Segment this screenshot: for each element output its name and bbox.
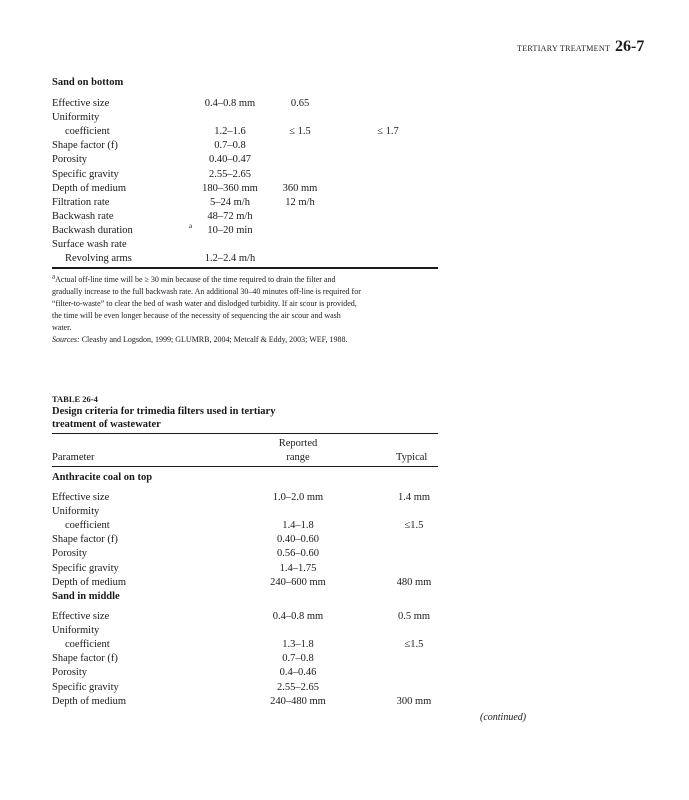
top-row-param: Backwash duration	[52, 224, 133, 236]
table-row-param: coefficient	[65, 520, 110, 532]
table-row-typical: ≤1.5	[404, 639, 424, 651]
top-row-param: Porosity	[52, 154, 88, 166]
top-row-col3: 360 mm	[282, 182, 318, 194]
section-sand-on-bottom: Sand on bottom	[52, 77, 124, 88]
section-anthracite: Anthracite coal on top	[52, 472, 153, 483]
table-row-typical: 480 mm	[396, 576, 432, 588]
table-row-range	[258, 624, 338, 638]
top-row-param: Shape factor (f)	[52, 140, 118, 152]
col-header-parameter: Parameter	[52, 452, 95, 463]
table-label: TABLE 26-4	[52, 394, 98, 404]
top-row-param: Filtration rate	[52, 196, 110, 208]
table-header-rule	[52, 466, 438, 467]
table-row-typical	[376, 533, 452, 547]
section-sand-in-middle: Sand in middle	[52, 591, 120, 602]
table-row-typical: 1.4 mm	[397, 492, 431, 503]
table-row-param: Porosity	[52, 667, 88, 679]
col-header-reported: Reported	[278, 438, 318, 449]
sources	[52, 334, 437, 346]
top-row-col3	[270, 238, 330, 252]
table-row-param: Uniformity	[52, 506, 100, 518]
top-row-col3: 12 m/h	[285, 196, 315, 208]
table-row-range: 0.56–0.60	[277, 548, 319, 560]
top-row-col4	[358, 182, 418, 196]
top-row-col3	[270, 153, 330, 167]
table-row-range: 2.55–2.65	[277, 681, 319, 693]
table-row-typical	[376, 652, 452, 666]
top-row-col4: ≤ 1.7	[377, 126, 399, 138]
table-title: Design criteria for trimedia filters used in tertiary treatment of wastewater	[52, 406, 276, 430]
top-row-col4	[358, 139, 418, 153]
top-row-range	[190, 238, 270, 252]
top-row-param: Surface wash rate	[52, 239, 127, 250]
top-row-range	[190, 111, 270, 125]
top-row-range: 5–24 m/h	[210, 196, 250, 208]
running-title: TERTIARY TREATMENT	[517, 44, 611, 53]
top-row-col4	[358, 111, 418, 125]
top-row-range: 0.40–0.47	[209, 154, 251, 166]
table-row-param: Shape factor (f)	[52, 534, 118, 546]
table-row-typical	[376, 666, 452, 680]
table-row-param: coefficient	[65, 639, 110, 651]
top-row-col4	[358, 153, 418, 167]
table-row-param: Specific gravity	[52, 562, 119, 574]
top-row-col4	[358, 168, 418, 182]
table-row-param: Effective size	[52, 492, 110, 503]
table-rule	[52, 267, 438, 269]
top-row-col3	[270, 111, 330, 125]
top-row-param: Depth of medium	[52, 182, 127, 194]
table-row-range: 0.4–0.8 mm	[272, 611, 324, 622]
footnote-mark: a	[52, 272, 56, 281]
top-row-col4	[358, 97, 418, 111]
table-top-rule	[52, 433, 438, 434]
table-row-param: Porosity	[52, 548, 88, 560]
footnote	[52, 274, 437, 334]
top-row-range: 2.55–2.65	[209, 168, 251, 180]
table-row-range: 240–600 mm	[270, 576, 326, 588]
top-row-col4	[358, 196, 418, 210]
top-row-col4	[358, 210, 418, 224]
top-row-col3	[270, 168, 330, 182]
table-row-range: 240–480 mm	[270, 695, 326, 707]
table-row-param: Depth of medium	[52, 576, 127, 588]
table-row-range: 1.0–2.0 mm	[272, 492, 324, 503]
footnote-line: gradually increase to the full backwash rate. An additional 30–40 minutes off-line is required for	[52, 287, 361, 296]
top-row-param: Backwash rate	[52, 210, 114, 222]
table-row-range	[258, 505, 338, 519]
footnote-line: the time will be even longer because of the necessity of sequencing the air scour and wash	[52, 311, 341, 320]
sources-text: Cleasby and Logsdon, 1999; GLUMRB, 2004; Metcalf & Eddy, 2003; WEF, 1988.	[81, 335, 348, 344]
footnote-line: “filter-to-waste” to clear the bed of wash water and dislodged turbidity. If air scour is provided,	[52, 299, 357, 308]
top-row-range: 180–360 mm	[202, 182, 258, 194]
table-row-typical	[376, 681, 452, 695]
table-row-range: 1.4–1.75	[279, 562, 317, 574]
top-row-range: 0.7–0.8	[214, 140, 246, 152]
footnote-line: Actual off-line time will be ≥ 30 min because of the time required to drain the filter and	[55, 275, 336, 284]
top-row-col3	[270, 210, 330, 224]
top-row-col4	[358, 238, 418, 252]
top-row-col3: ≤ 1.5	[289, 126, 311, 138]
table-row-range: 0.40–0.60	[277, 534, 319, 546]
page-number: 26-7	[615, 38, 645, 55]
sources-label: Sources:	[52, 335, 80, 344]
table-row-range: 0.7–0.8	[282, 653, 314, 665]
table-row-typical: 0.5 mm	[397, 611, 431, 622]
top-row-param: Effective size	[52, 98, 110, 109]
table-row-param: Specific gravity	[52, 681, 119, 693]
table-row-param: Uniformity	[52, 625, 100, 637]
top-row-col4	[358, 224, 418, 238]
top-row-range: 0.4–0.8 mm	[204, 98, 256, 109]
top-row-col3: 0.65	[290, 98, 310, 109]
col-header-typical: Typical	[396, 452, 428, 463]
top-row-range: 48–72 m/h	[207, 210, 253, 222]
top-row-range: 10–20 min	[207, 224, 253, 236]
col-header-range: range	[286, 452, 310, 463]
top-row-col3	[270, 139, 330, 153]
top-row-col3	[270, 224, 330, 238]
top-row-param: Specific gravity	[52, 168, 119, 180]
continued-note: (continued)	[480, 712, 527, 723]
table-row-typical	[376, 505, 452, 519]
top-row-col4	[358, 252, 418, 266]
table-row-typical	[376, 624, 452, 638]
table-row-param: Shape factor (f)	[52, 653, 118, 665]
table-row-range: 1.3–1.8	[282, 639, 314, 651]
table-row-param: Depth of medium	[52, 695, 127, 707]
top-row-param: coefficient	[65, 126, 110, 138]
table-row-range: 1.4–1.8	[282, 520, 314, 532]
footnote-line: water.	[52, 323, 72, 332]
table-row-typical: ≤1.5	[404, 520, 424, 532]
top-row-range: 1.2–1.6	[214, 126, 246, 138]
top-row-range: 1.2–2.4 m/h	[204, 253, 256, 265]
table-row-typical	[376, 562, 452, 576]
table-row-typical: 300 mm	[396, 695, 432, 707]
top-row-param: Uniformity	[52, 112, 100, 124]
top-row-param: Revolving arms	[65, 253, 132, 265]
table-row-param: Effective size	[52, 611, 110, 622]
table-row-typical	[376, 547, 452, 561]
top-row-col3	[270, 252, 330, 266]
table-row-range: 0.4–0.46	[279, 667, 317, 679]
